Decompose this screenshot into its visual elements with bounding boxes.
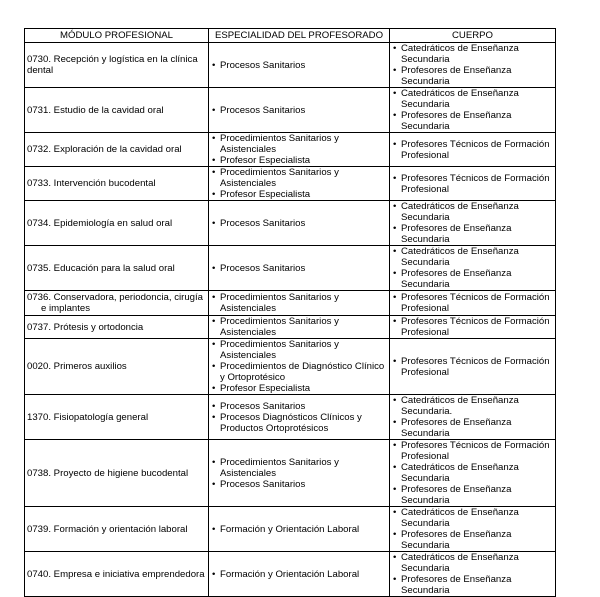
especialidad-item: • Procesos Sanitarios: [211, 218, 387, 229]
cell-modulo: [25, 133, 209, 167]
cuerpo-item: • Profesores de Enseñanza Secundaria: [392, 268, 553, 290]
modulo-text: 0738. Proyecto de higiene bucodental: [27, 467, 189, 479]
cuerpo-list: [392, 292, 553, 314]
especialidad-item: • Procedimientos de Diagnóstico Clínico y Ortoprotésico: [211, 361, 387, 383]
cell-modulo: [25, 552, 209, 597]
table-row: [25, 395, 556, 440]
especialidad-item: • Procedimientos Sanitarios y Asistenciales: [211, 167, 387, 189]
table-row: [25, 88, 556, 133]
especialidad-item: • Procedimientos Sanitarios y Asistenciales: [211, 457, 387, 479]
cell-modulo: [25, 395, 209, 440]
table-row: [25, 507, 556, 552]
cuerpo-item: • Profesores de Enseñanza Secundaria: [392, 529, 553, 551]
cell-cuerpo: [390, 246, 556, 291]
especialidad-item: • Procedimientos Sanitarios y Asistenciales: [211, 292, 387, 314]
table-row: [25, 43, 556, 88]
cell-especialidad: [209, 316, 390, 339]
cuerpo-list: [392, 173, 553, 195]
especialidad-list: [211, 263, 387, 274]
header-row: [25, 29, 556, 43]
cuerpo-item: • Profesores Técnicos de Formación Profesional: [392, 139, 553, 161]
modulo-text: 0732. Exploración de la cavidad oral: [27, 144, 182, 155]
cell-especialidad: [209, 43, 390, 88]
cuerpo-item: • Catedráticos de Enseñanza Secundaria: [392, 43, 553, 65]
especialidad-list: [211, 569, 387, 580]
modulo-text: 0737. Prótesis y ortodoncia: [27, 321, 144, 333]
cell-especialidad: [209, 291, 390, 316]
modulo-text: 0735. Educación para la salud oral: [27, 262, 175, 274]
cell-cuerpo: [390, 201, 556, 246]
especialidad-list: [211, 167, 387, 200]
cuerpo-list: [392, 316, 553, 338]
especialidad-list: [211, 339, 387, 394]
cell-cuerpo: [390, 440, 556, 507]
cell-cuerpo: [390, 167, 556, 201]
cell-especialidad: [209, 133, 390, 167]
especialidad-list: [211, 105, 387, 116]
cell-especialidad: [209, 88, 390, 133]
especialidad-list: [211, 401, 387, 434]
cuerpo-list: [392, 88, 553, 132]
cell-especialidad: [209, 395, 390, 440]
cell-especialidad: [209, 440, 390, 507]
especialidad-list: [211, 218, 387, 229]
cuerpo-list: [392, 507, 553, 551]
cell-especialidad: [209, 507, 390, 552]
cuerpo-list: [392, 139, 553, 161]
especialidad-item: • Procesos Diagnósticos Clínicos y Productos Ortoprotésicos: [211, 412, 387, 434]
especialidad-item: • Profesor Especialista: [211, 189, 387, 200]
cell-cuerpo: [390, 291, 556, 316]
cell-cuerpo: [390, 88, 556, 133]
cell-especialidad: [209, 167, 390, 201]
cell-cuerpo: [390, 133, 556, 167]
cuerpo-item: • Profesores Técnicos de Formación Profesional: [392, 292, 553, 314]
table-row: [25, 133, 556, 167]
cell-cuerpo: [390, 316, 556, 339]
especialidad-item: • Procedimientos Sanitarios y Asistenciales: [211, 133, 387, 155]
cell-modulo: [25, 167, 209, 201]
especialidad-item: • Procedimientos Sanitarios y Asistenciales: [211, 316, 387, 338]
table-row: [25, 167, 556, 201]
header-modulo: MÓDULO PROFESIONAL: [25, 29, 209, 43]
table-row: [25, 316, 556, 339]
especialidad-list: [211, 292, 387, 314]
cuerpo-item: • Profesores Técnicos de Formación Profesional: [392, 356, 553, 378]
cell-especialidad: [209, 246, 390, 291]
cuerpo-item: • Profesores de Enseñanza Secundaria: [392, 417, 553, 439]
table-row: [25, 440, 556, 507]
cell-modulo: [25, 507, 209, 552]
modulo-text: 1370. Fisiopatología general: [27, 411, 149, 423]
modulo-text: 0734. Epidemiología en salud oral: [27, 217, 173, 229]
cuerpo-item: • Profesores de Enseñanza Secundaria: [392, 484, 553, 506]
cell-modulo: [25, 291, 209, 316]
cuerpo-list: [392, 440, 553, 506]
especialidad-item: • Profesor Especialista: [211, 155, 387, 166]
table-row: [25, 201, 556, 246]
cell-modulo: [25, 88, 209, 133]
cuerpo-list: [392, 43, 553, 87]
especialidad-item: • Procesos Sanitarios: [211, 401, 387, 412]
cell-cuerpo: [390, 552, 556, 597]
especialidad-item: • Procesos Sanitarios: [211, 105, 387, 116]
cell-modulo: [25, 440, 209, 507]
modulo-text: 0733. Intervención bucodental: [27, 178, 156, 189]
cell-modulo: [25, 316, 209, 339]
cuerpo-list: [392, 356, 553, 378]
cuerpo-item: • Catedráticos de Enseñanza Secundaria: [392, 246, 553, 268]
modulo-text: 0740. Empresa e iniciativa emprendedora: [27, 568, 205, 580]
modulo-text: 0736. Conservadora, periodoncia, cirugía: [27, 292, 203, 303]
especialidad-item: • Procesos Sanitarios: [211, 60, 387, 71]
cuerpo-item: • Profesores Técnicos de Formación Profesional: [392, 440, 553, 462]
especialidad-list: [211, 60, 387, 71]
cell-cuerpo: [390, 339, 556, 395]
cuerpo-item: • Catedráticos de Enseñanza Secundaria: [392, 201, 553, 223]
especialidad-item: • Profesor Especialista: [211, 383, 387, 394]
table-row: [25, 246, 556, 291]
cuerpo-list: [392, 201, 553, 245]
cell-modulo: [25, 201, 209, 246]
cell-especialidad: [209, 552, 390, 597]
especialidad-item: • Formación y Orientación Laboral: [211, 524, 387, 535]
cuerpo-item: • Catedráticos de Enseñanza Secundaria: [392, 88, 553, 110]
cuerpo-list: [392, 395, 553, 439]
cuerpo-item: • Profesores Técnicos de Formación Profesional: [392, 316, 553, 338]
cell-cuerpo: [390, 43, 556, 88]
modulo-text: e implantes: [41, 303, 91, 314]
especialidad-list: [211, 457, 387, 490]
cell-cuerpo: [390, 395, 556, 440]
cuerpo-item: • Profesores de Enseñanza Secundaria: [392, 65, 553, 87]
cell-modulo: [25, 339, 209, 395]
modulo-text: 0739. Formación y orientación laboral: [27, 523, 188, 535]
table-row: [25, 291, 556, 316]
table-row: [25, 339, 556, 395]
cuerpo-item: • Profesores de Enseñanza Secundaria: [392, 110, 553, 132]
cuerpo-item: • Catedráticos de Enseñanza Secundaria: [392, 552, 553, 574]
cuerpo-item: • Profesores de Enseñanza Secundaria: [392, 574, 553, 596]
cuerpo-item: • Profesores de Enseñanza Secundaria: [392, 223, 553, 245]
cuerpo-item: • Catedráticos de Enseñanza Secundaria.: [392, 395, 553, 417]
header-especialidad: ESPECIALIDAD DEL PROFESORADO: [209, 29, 390, 43]
modulo-text: 0020. Primeros auxilios: [27, 361, 127, 372]
especialidad-item: • Procesos Sanitarios: [211, 263, 387, 274]
cuerpo-item: • Profesores Técnicos de Formación Profesional: [392, 173, 553, 195]
teacher-assignment-table: [24, 28, 556, 597]
cuerpo-item: • Catedráticos de Enseñanza Secundaria: [392, 507, 553, 529]
cuerpo-item: • Catedráticos de Enseñanza Secundaria: [392, 462, 553, 484]
especialidad-list: [211, 133, 387, 166]
cell-especialidad: [209, 201, 390, 246]
modulo-text: 0731. Estudio de la cavidad oral: [27, 104, 164, 116]
cell-cuerpo: [390, 507, 556, 552]
table-row: [25, 552, 556, 597]
cell-modulo: [25, 246, 209, 291]
cuerpo-list: [392, 246, 553, 290]
especialidad-item: • Procesos Sanitarios: [211, 479, 387, 490]
especialidad-item: • Procedimientos Sanitarios y Asistenciales: [211, 339, 387, 361]
especialidad-list: [211, 316, 387, 338]
cuerpo-list: [392, 552, 553, 596]
cell-modulo: [25, 43, 209, 88]
cell-especialidad: [209, 339, 390, 395]
especialidad-list: [211, 524, 387, 535]
modulo-text: 0730. Recepción y logística en la clínica dental: [27, 54, 198, 76]
header-cuerpo: CUERPO: [390, 29, 556, 43]
especialidad-item: • Formación y Orientación Laboral: [211, 569, 387, 580]
